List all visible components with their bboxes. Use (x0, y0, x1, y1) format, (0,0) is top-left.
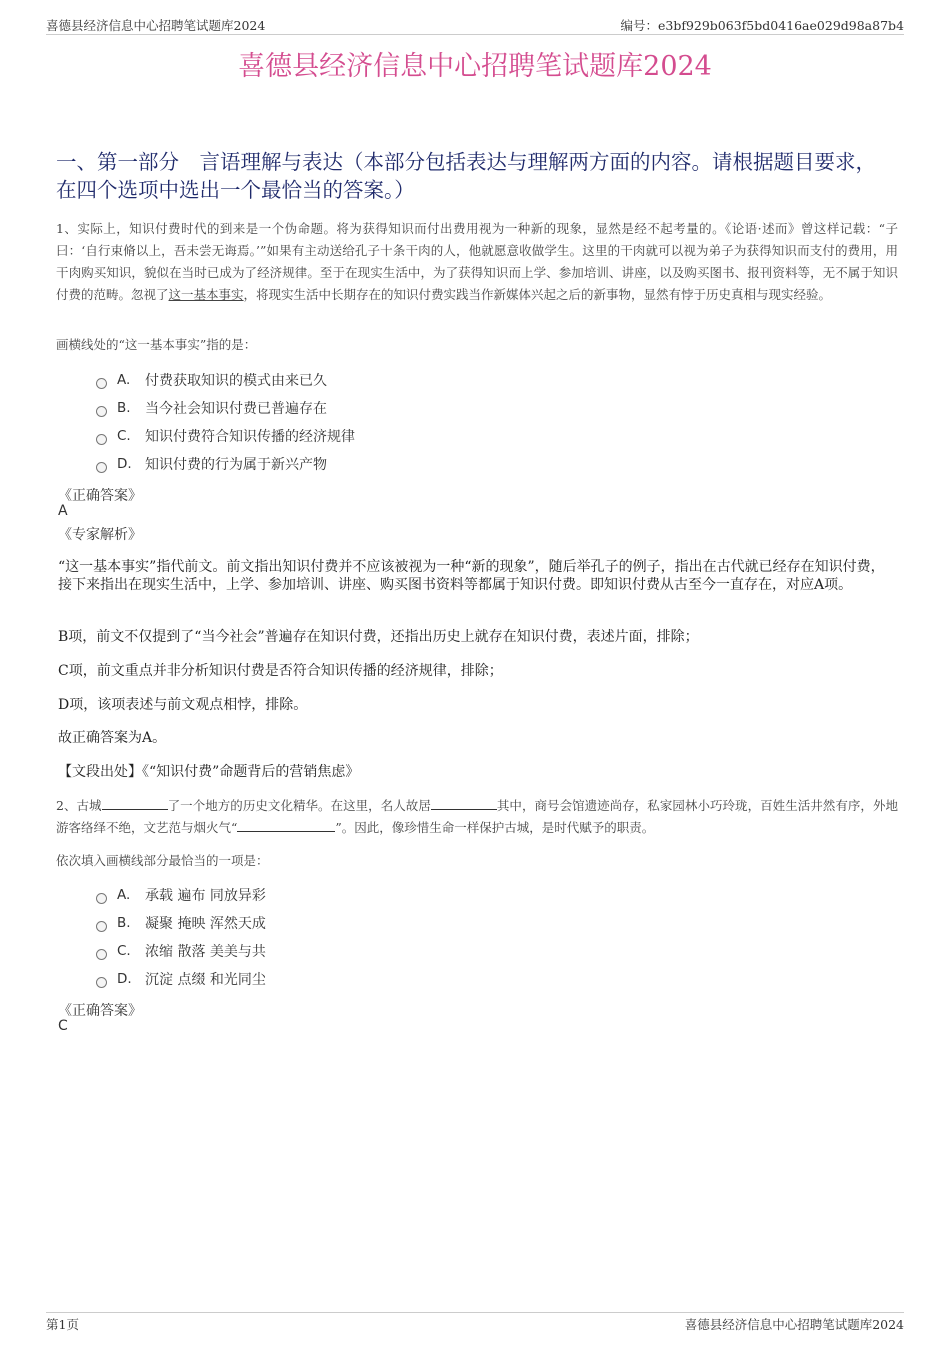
option-text: 沉淀 点缀 和光同尘 (145, 972, 266, 988)
option-text: 知识付费符合知识传播的经济规律 (145, 429, 355, 445)
q1-option-b[interactable] (96, 394, 596, 422)
radio-icon[interactable] (96, 462, 107, 473)
footer-doc-title: 喜德县经济信息中心招聘笔试题库2024 (684, 1317, 904, 1332)
q1-analysis-para-4: D项，该项表述与前文观点相悖，排除。 (58, 697, 308, 713)
q1-analysis-para-2: B项，前文不仅提到了“当今社会”普遍存在知识付费，还指出历史上就存在知识付费，表述片面，排除； (58, 629, 699, 645)
q1-answer: A (58, 503, 68, 519)
q1-source: 【文段出处】《“知识付费”命题背后的营销焦虑》 (58, 764, 360, 780)
radio-icon[interactable] (96, 378, 107, 389)
q2-prompt: 依次填入画横线部分最恰当的一项是： (56, 853, 269, 868)
q1-analysis-label: 《专家解析》 (58, 527, 142, 543)
q2-option-c[interactable] (96, 937, 596, 965)
q2-answer: C (58, 1018, 68, 1034)
option-letter: B. (117, 915, 131, 931)
q2-option-b[interactable] (96, 909, 596, 937)
q1-option-c[interactable] (96, 422, 596, 450)
option-letter: A. (117, 372, 131, 388)
blank-line (431, 795, 497, 810)
q2-option-d[interactable] (96, 965, 596, 993)
q1-option-a[interactable] (96, 366, 596, 394)
q2-stem-part: ”。因此，像珍惜生命一样保护古城，是时代赋予的职责。 (335, 820, 655, 835)
blank-line (237, 817, 335, 832)
main-title: 喜德县经济信息中心招聘笔试题库2024 (238, 51, 712, 82)
radio-icon[interactable] (96, 921, 107, 932)
header-doc-id: 编号：e3bf929b063f5bd0416ae029d98a87b4 (620, 18, 904, 33)
radio-icon[interactable] (96, 949, 107, 960)
q1-stem (56, 218, 898, 306)
q1-answer-label: 《正确答案》 (58, 488, 142, 504)
option-text: 浓缩 散落 美美与共 (145, 944, 266, 960)
option-text: 当今社会知识付费已普遍存在 (145, 401, 327, 417)
option-letter: A. (117, 887, 131, 903)
option-letter: C. (117, 428, 131, 444)
option-letter: B. (117, 400, 131, 416)
page-header (46, 14, 904, 35)
q2-stem (56, 795, 898, 839)
q2-stem-part: 了一个地方的历史文化精华。在这里，名人故居 (167, 798, 431, 813)
page-footer (46, 1312, 904, 1333)
q1-option-d[interactable] (96, 450, 596, 478)
option-text: 凝聚 掩映 浑然天成 (145, 916, 266, 932)
option-text: 知识付费的行为属于新兴产物 (145, 457, 327, 473)
q2-option-a[interactable] (96, 881, 596, 909)
q2-stem-part: 其中，商号会馆遗迹尚存，私家园林小巧玲珑，百姓生活井然有序，外地游客络绎不绝，文艺范与烟火气“ (56, 798, 898, 835)
blank-line (102, 795, 168, 810)
q1-analysis-para-5: 故正确答案为A。 (58, 730, 167, 746)
radio-icon[interactable] (96, 406, 107, 417)
q2-options (96, 881, 596, 993)
option-letter: C. (117, 943, 131, 959)
q1-options (96, 366, 596, 478)
q1-analysis-para-1: “这一基本事实”指代前文。前文指出知识付费并不应该被视为一种“新的现象”，随后举孔子的例子，指出在古代就已经存在知识付费，接下来指出在现实生活中，上学、参加培训、讲座、购买图书资料等都属于知识付费。即知识付费从古至今一直存在，对应A项。 (58, 559, 885, 593)
option-letter: D. (117, 971, 132, 987)
radio-icon[interactable] (96, 977, 107, 988)
q1-stem-underline: 这一基本事实 (168, 287, 244, 302)
radio-icon[interactable] (96, 434, 107, 445)
q1-prompt: 画横线处的“这一基本事实”指的是： (56, 337, 257, 352)
section-title: 一、第一部分 言语理解与表达（本部分包括表达与理解两方面的内容。请根据题目要求，在四个选项中选出一个最恰当的答案。） (56, 150, 876, 202)
q2-answer-label: 《正确答案》 (58, 1003, 142, 1019)
q1-analysis-para-3: C项，前文重点并非分析知识付费是否符合知识传播的经济规律，排除； (58, 663, 503, 679)
q2-stem-part: 2、古城 (56, 798, 102, 813)
option-text: 付费获取知识的模式由来已久 (145, 373, 327, 389)
footer-page-number: 第1页 (46, 1317, 79, 1332)
option-letter: D. (117, 456, 132, 472)
q1-stem-before: 1、实际上，知识付费时代的到来是一个伪命题。将为获得知识而付出费用视为一种新的现象，显然是经不起考量的。《论语·述而》曾这样记载：“子曰：‘自行束脩以上，吾未尝无诲焉。’”如果有主动送给孔子十条干肉的人，他就愿意收做学生。这里的干肉就可以视为弟子为获得知识而支付的费用，用干肉购买知识，貌似在当时已成为了经济规律。至于在现实生活中，为了获得知识而上学、参加培训、讲座，以及购买图书、报刊资料等，无不属于知识付费的范畴。忽视了 (56, 221, 898, 302)
option-text: 承载 遍布 同放异彩 (145, 888, 266, 904)
header-doc-title: 喜德县经济信息中心招聘笔试题库2024 (46, 18, 266, 33)
q1-stem-after: ，将现实生活中长期存在的知识付费实践当作新媒体兴起之后的新事物，显然有悖于历史真相与现实经验。 (243, 287, 832, 302)
radio-icon[interactable] (96, 893, 107, 904)
